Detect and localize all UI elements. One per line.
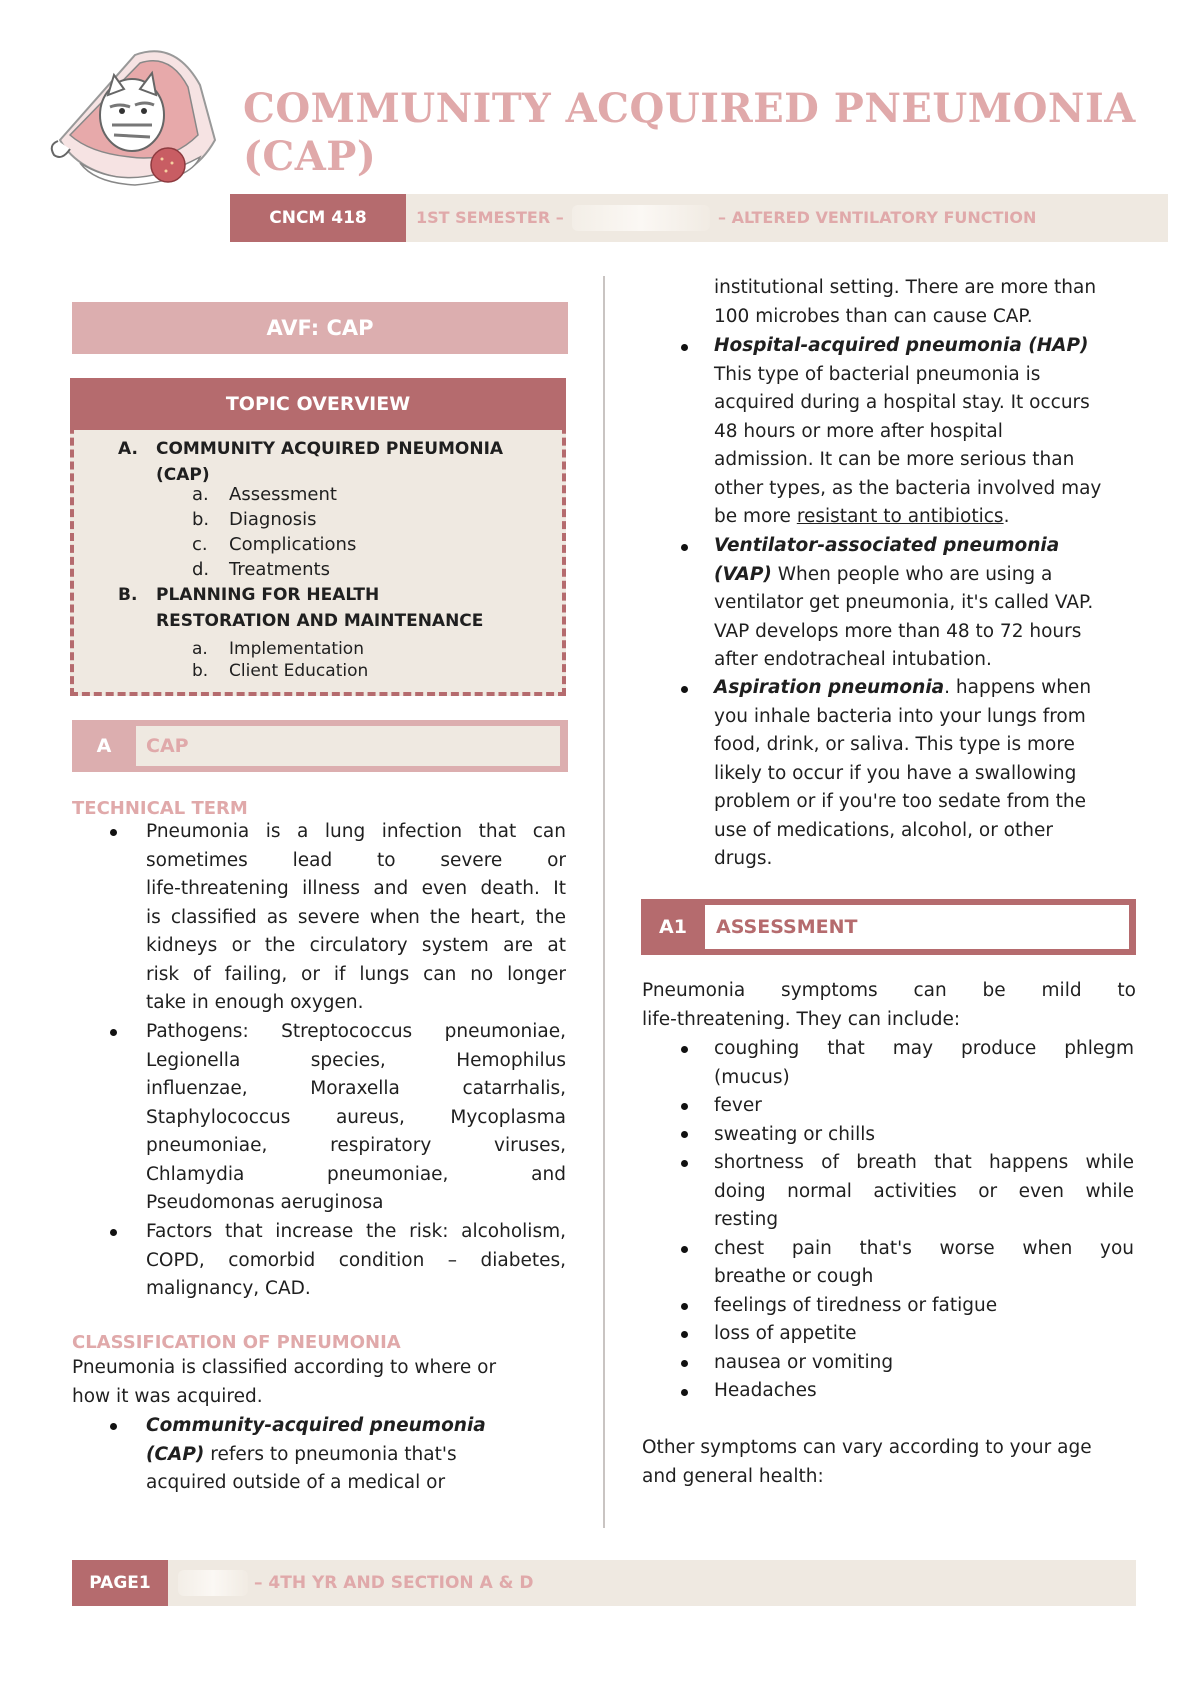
section-a-title: CAP	[146, 735, 189, 757]
symptom-item: fever	[714, 1095, 762, 1116]
risk-factors: Factors that increase the risk: alcoholism, COPD, comorbid condition – diabetes, malignancy, CAD.	[146, 1221, 566, 1299]
symptom-item: Headaches	[714, 1380, 817, 1401]
overview-b-title: PLANNING FOR HEALTH RESTORATION AND MAINTENANCE	[156, 585, 484, 631]
bullet-dot	[681, 1360, 688, 1367]
vap-definition: Ventilator-associated pneumonia (VAP) When people who are using a ventilator get pneumonia, it's called VAP. VAP develops more than 48 to 72 hours after endotracheal intubation.	[714, 535, 1094, 670]
section-a1-letter: A1	[659, 916, 687, 938]
bullet-dot	[681, 1046, 688, 1053]
overview-b-number: B.	[118, 585, 138, 605]
pathogens-list: Pathogens: Streptococcus pneumoniae, Legionella species, Hemophilus influenzae, Moraxella catarrhalis, Staphylococcus aureus, Mycoplasma pneumoniae, respiratory viruses, Chlamydia pneumoniae, and Pseudomonas aeruginosa	[146, 1021, 566, 1213]
overview-item-client-education: b. Client Education	[192, 661, 369, 681]
aspiration-definition: Aspiration pneumonia. happens when you inhale bacteria into your lungs from food, drink, or saliva. This type is more likely to occur if you have a swallowing problem or if you're too sedate from the use of medications, alcohol, or other drugs.	[714, 677, 1092, 869]
bullet-dot	[110, 829, 117, 836]
pneumonia-definition: Pneumonia is a lung infection that can sometimes lead to severe or life-threatening illness and even death. It is classified as severe when the heart, the kidneys or the circulatory system are at risk of failing, or if lungs can no longer take in enough oxygen.	[146, 821, 566, 1013]
cat-cake-logo	[40, 45, 225, 195]
symptom-item: sweating or chills	[714, 1123, 875, 1145]
redacted-name	[572, 205, 710, 231]
symptom-item: loss of appetite	[714, 1323, 857, 1344]
footer-section-text: – 4TH YR AND SECTION A & D	[254, 1573, 534, 1593]
document-title: COMMUNITY ACQUIRED PNEUMONIA (CAP)	[243, 85, 1136, 180]
symptom-item: nausea or vomiting	[714, 1351, 894, 1373]
symptom-list	[714, 1035, 1134, 1406]
overview-item-complications: c. Complications	[192, 534, 357, 555]
symptom-item: coughing that may produce phlegm (mucus)	[714, 1038, 1134, 1088]
bullet-dot	[681, 1131, 688, 1138]
overview-item-assessment: a. Assessment	[192, 484, 337, 505]
symptom-item: shortness of breath that happens while doing normal activities or even while resting	[714, 1152, 1134, 1230]
other-symptoms-text: Other symptoms can vary according to your age and general health:	[642, 1437, 1092, 1487]
overview-item-diagnosis: b. Diagnosis	[192, 509, 317, 530]
cap-definition: Community-acquired pneumonia (CAP) refers to pneumonia that's acquired outside of a medical or	[146, 1415, 486, 1493]
course-code: CNCM 418	[230, 194, 406, 242]
topic-overview-heading: TOPIC OVERVIEW	[70, 378, 566, 430]
bullet-dot	[110, 1229, 117, 1236]
bullet-dot	[681, 1103, 688, 1110]
bullet-dot	[110, 1423, 117, 1430]
bullet-dot	[681, 1303, 688, 1310]
course-topic: – ALTERED VENTILATORY FUNCTION	[718, 208, 1037, 227]
bullet-dot	[681, 1389, 688, 1396]
avf-title-box: AVF: CAP	[72, 302, 568, 354]
overview-item-implementation: a. Implementation	[192, 639, 364, 659]
bullet-dot	[681, 1160, 688, 1167]
bullet-dot	[681, 344, 688, 351]
bullet-dot	[110, 1029, 117, 1036]
column-divider	[603, 276, 605, 1528]
classification-intro: Pneumonia is classified according to where or how it was acquired.	[72, 1357, 497, 1407]
section-a-title-field	[136, 726, 560, 766]
classification-heading: CLASSIFICATION OF PNEUMONIA	[72, 1332, 401, 1353]
redacted-name	[178, 1570, 248, 1596]
bullet-dot	[681, 544, 688, 551]
symptom-item: chest pain that's worse when you breathe or cough	[714, 1237, 1134, 1287]
hap-definition: Hospital-acquired pneumonia (HAP) This type of bacterial pneumonia is acquired during a hospital stay. It occurs 48 hours or more after hospital admission. It can be more serious than other types, as the bacteria involved may be more resistant to antibiotics.	[714, 335, 1102, 527]
antibiotic-resistance-link[interactable]: resistant to antibiotics	[796, 506, 1004, 527]
overview-a-number: A.	[118, 439, 138, 459]
section-a1-title: ASSESSMENT	[716, 916, 858, 938]
bullet-dot	[681, 686, 688, 693]
overview-a-title: COMMUNITY ACQUIRED PNEUMONIA (CAP)	[156, 439, 504, 485]
page-number: PAGE1	[72, 1560, 168, 1606]
symptom-item: feelings of tiredness or fatigue	[714, 1294, 998, 1316]
overview-b-list	[192, 638, 368, 682]
overview-a-list	[192, 482, 356, 582]
section-a-letter: A	[96, 735, 112, 757]
technical-term-heading: TECHNICAL TERM	[72, 798, 248, 819]
bullet-dot	[681, 1331, 688, 1338]
semester-label: 1ST SEMESTER –	[416, 208, 564, 227]
bullet-dot	[681, 1246, 688, 1253]
cap-continuation: institutional setting. There are more than 100 microbes than can cause CAP.	[714, 277, 1097, 327]
assessment-intro: Pneumonia symptoms can be mild to life-threatening. They can include:	[642, 980, 1136, 1030]
overview-item-treatments: d. Treatments	[192, 559, 330, 580]
